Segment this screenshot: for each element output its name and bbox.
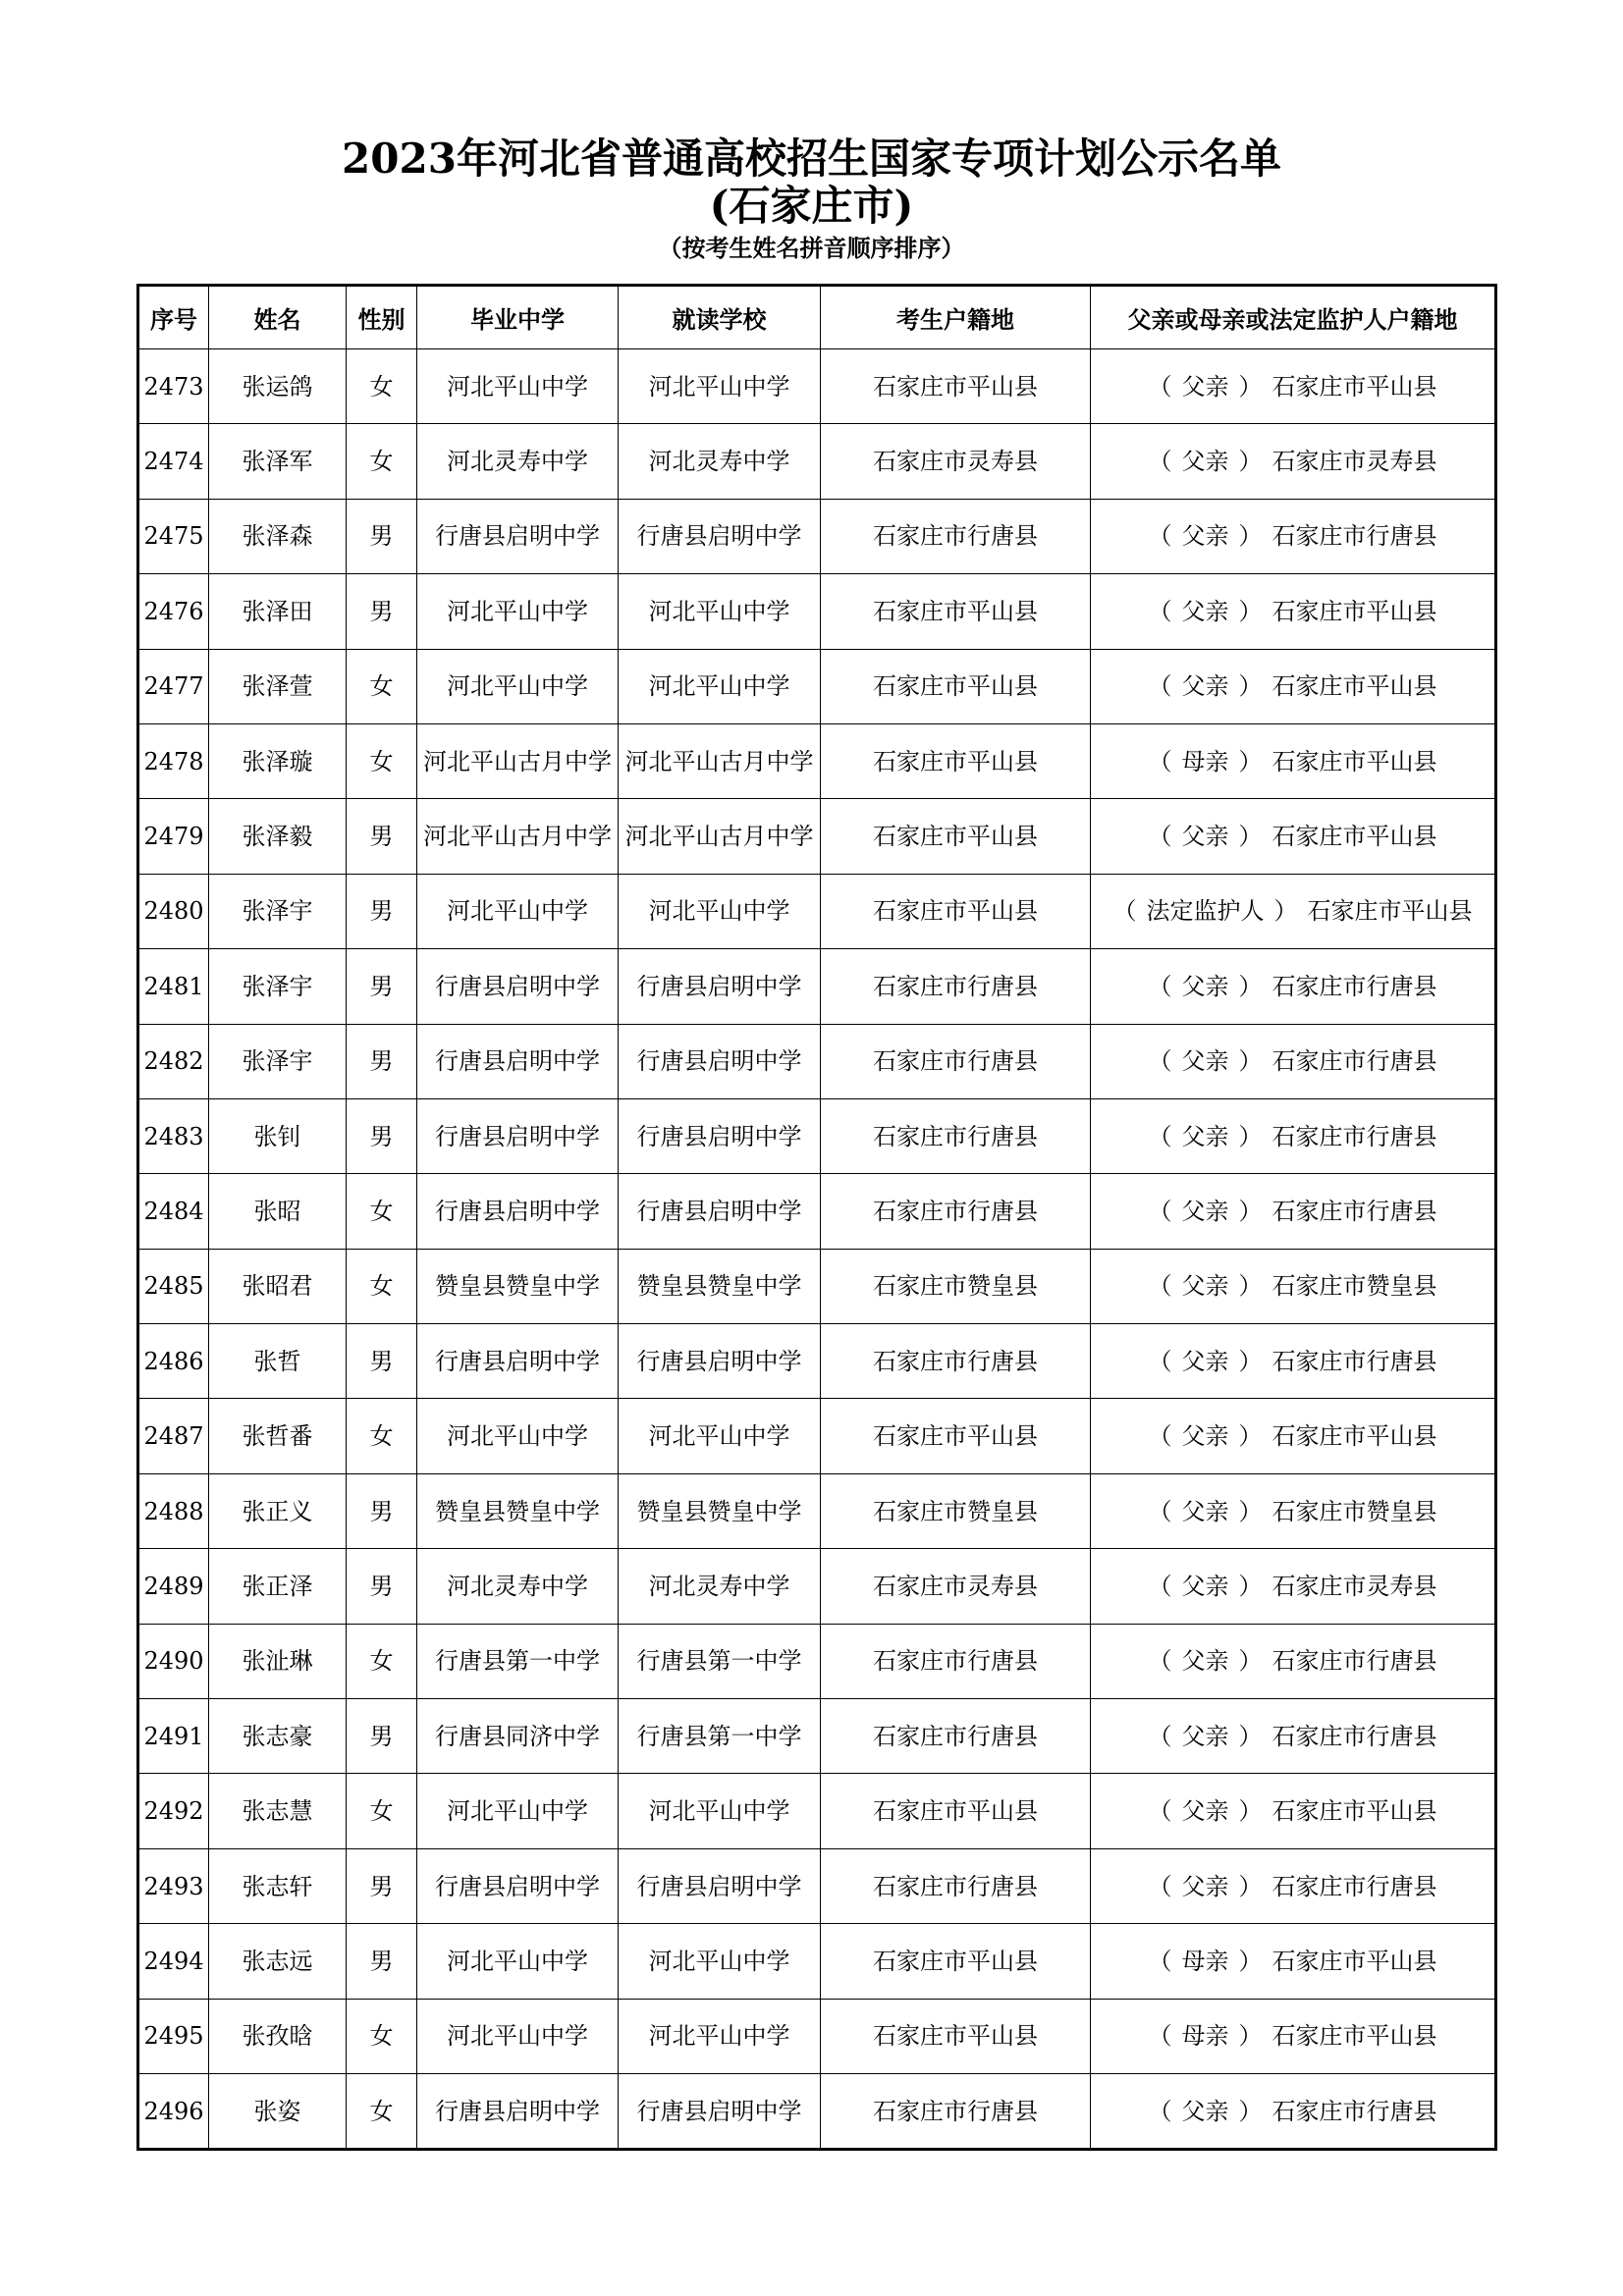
- cell-grad-school: 赞皇县赞皇中学: [417, 1473, 619, 1548]
- cell-study-school: 河北平山中学: [619, 1774, 821, 1848]
- cell-hukou: 石家庄市灵寿县: [821, 424, 1091, 499]
- cell-name: 张泽璇: [209, 723, 347, 798]
- cell-name: 张姿: [209, 2073, 347, 2149]
- cell-study-school: 河北平山中学: [619, 1924, 821, 1999]
- table-row: [138, 723, 1496, 798]
- guardian-place: 石家庄市平山县: [1307, 897, 1473, 926]
- cell-hukou: 石家庄市行唐县: [821, 1624, 1091, 1698]
- cell-name: 张泽宇: [209, 949, 347, 1024]
- table-row: [138, 424, 1496, 499]
- guardian-relation: 父亲: [1181, 1122, 1229, 1150]
- cell-gender: 男: [347, 1324, 417, 1399]
- cell-name: 张哲: [209, 1324, 347, 1399]
- cell-hukou: 石家庄市行唐县: [821, 1024, 1091, 1098]
- cell-name: 张泽军: [209, 424, 347, 499]
- cell-guardian-hukou: （ 父亲 ） 石家庄市灵寿县: [1091, 1549, 1496, 1624]
- cell-no: 2495: [138, 1999, 209, 2073]
- cell-name: 张泽毅: [209, 799, 347, 874]
- cell-grad-school: 河北平山中学: [417, 574, 619, 649]
- cell-hukou: 石家庄市灵寿县: [821, 1549, 1091, 1624]
- cell-gender: 女: [347, 1399, 417, 1473]
- cell-hukou: 石家庄市行唐县: [821, 499, 1091, 573]
- guardian-place: 石家庄市行唐县: [1271, 1647, 1437, 1676]
- cell-hukou: 石家庄市平山县: [821, 349, 1091, 424]
- guardian-place: 石家庄市行唐县: [1271, 522, 1437, 551]
- guardian-relation: 父亲: [1181, 522, 1229, 551]
- cell-grad-school: 河北平山中学: [417, 1999, 619, 2073]
- table-row: [138, 1924, 1496, 1999]
- table-row: [138, 1999, 1496, 2073]
- table-row: [138, 499, 1496, 573]
- cell-guardian-hukou: （ 父亲 ） 石家庄市行唐县: [1091, 949, 1496, 1024]
- cell-no: 2481: [138, 949, 209, 1024]
- table-row: [138, 1848, 1496, 1923]
- guardian-relation: 父亲: [1181, 1572, 1229, 1600]
- cell-no: 2491: [138, 1699, 209, 1774]
- cell-no: 2488: [138, 1473, 209, 1548]
- cell-name: 张孜晗: [209, 1999, 347, 2073]
- cell-guardian-hukou: （ 父亲 ） 石家庄市平山县: [1091, 1774, 1496, 1848]
- table-row: [138, 1699, 1496, 1774]
- cell-hukou: 石家庄市行唐县: [821, 1098, 1091, 1173]
- cell-grad-school: 河北平山中学: [417, 874, 619, 948]
- guardian-relation: 父亲: [1181, 1197, 1229, 1225]
- cell-grad-school: 行唐县启明中学: [417, 949, 619, 1024]
- cell-name: 张泽宇: [209, 1024, 347, 1098]
- cell-name: 张昭君: [209, 1249, 347, 1323]
- cell-gender: 男: [347, 574, 417, 649]
- cell-grad-school: 行唐县启明中学: [417, 1024, 619, 1098]
- cell-grad-school: 行唐县启明中学: [417, 1324, 619, 1399]
- cell-guardian-hukou: （ 父亲 ） 石家庄市行唐县: [1091, 2073, 1496, 2149]
- cell-no: 2482: [138, 1024, 209, 1098]
- cell-gender: 女: [347, 1624, 417, 1698]
- cell-name: 张昭: [209, 1174, 347, 1249]
- cell-grad-school: 行唐县启明中学: [417, 1174, 619, 1249]
- col-header-gender: 性别: [347, 286, 417, 349]
- guardian-relation: 父亲: [1181, 1647, 1229, 1676]
- cell-grad-school: 行唐县启明中学: [417, 2073, 619, 2149]
- table-row: [138, 1399, 1496, 1473]
- cell-grad-school: 河北平山古月中学: [417, 723, 619, 798]
- cell-guardian-hukou: （ 父亲 ） 石家庄市平山县: [1091, 574, 1496, 649]
- guardian-place: 石家庄市平山县: [1271, 747, 1437, 775]
- table-row: [138, 1473, 1496, 1548]
- table-row: [138, 874, 1496, 948]
- cell-grad-school: 河北平山中学: [417, 1924, 619, 1999]
- cell-gender: 女: [347, 424, 417, 499]
- cell-grad-school: 河北平山中学: [417, 349, 619, 424]
- cell-no: 2492: [138, 1774, 209, 1848]
- guardian-relation: 父亲: [1181, 972, 1229, 1000]
- guardian-relation: 父亲: [1181, 448, 1229, 476]
- cell-name: 张志豪: [209, 1699, 347, 1774]
- cell-name: 张哲番: [209, 1399, 347, 1473]
- col-header-no: 序号: [138, 286, 209, 349]
- cell-study-school: 行唐县启明中学: [619, 949, 821, 1024]
- cell-grad-school: 河北灵寿中学: [417, 1549, 619, 1624]
- cell-guardian-hukou: （ 父亲 ） 石家庄市平山县: [1091, 349, 1496, 424]
- cell-hukou: 石家庄市行唐县: [821, 1699, 1091, 1774]
- guardian-place: 石家庄市赞皇县: [1271, 1497, 1437, 1525]
- cell-study-school: 河北平山中学: [619, 1399, 821, 1473]
- table-row: [138, 1624, 1496, 1698]
- cell-name: 张沚琳: [209, 1624, 347, 1698]
- guardian-relation: 母亲: [1181, 747, 1229, 775]
- cell-study-school: 行唐县启明中学: [619, 1174, 821, 1249]
- cell-hukou: 石家庄市赞皇县: [821, 1473, 1091, 1548]
- cell-guardian-hukou: （ 母亲 ） 石家庄市平山县: [1091, 1999, 1496, 2073]
- cell-gender: 女: [347, 723, 417, 798]
- guardian-relation: 父亲: [1181, 1722, 1229, 1750]
- cell-no: 2475: [138, 499, 209, 573]
- cell-study-school: 行唐县第一中学: [619, 1624, 821, 1698]
- cell-gender: 女: [347, 649, 417, 723]
- guardian-place: 石家庄市行唐县: [1271, 1722, 1437, 1750]
- guardian-place: 石家庄市灵寿县: [1271, 1572, 1437, 1600]
- cell-hukou: 石家庄市平山县: [821, 1399, 1091, 1473]
- cell-name: 张志远: [209, 1924, 347, 1999]
- cell-grad-school: 行唐县启明中学: [417, 499, 619, 573]
- cell-study-school: 行唐县启明中学: [619, 499, 821, 573]
- cell-name: 张泽田: [209, 574, 347, 649]
- cell-no: 2474: [138, 424, 209, 499]
- guardian-relation: 母亲: [1181, 1947, 1229, 1975]
- cell-gender: 女: [347, 1999, 417, 2073]
- table-row: [138, 1174, 1496, 1249]
- cell-gender: 男: [347, 1924, 417, 1999]
- guardian-relation: 父亲: [1181, 597, 1229, 625]
- guardian-relation: 父亲: [1181, 1272, 1229, 1301]
- guardian-place: 石家庄市行唐县: [1271, 1122, 1437, 1150]
- guardian-relation: 父亲: [1181, 1047, 1229, 1076]
- table-row: [138, 2073, 1496, 2149]
- cell-name: 张志慧: [209, 1774, 347, 1848]
- cell-no: 2489: [138, 1549, 209, 1624]
- cell-no: 2483: [138, 1098, 209, 1173]
- guardian-relation: 法定监护人: [1146, 897, 1265, 926]
- cell-grad-school: 河北灵寿中学: [417, 424, 619, 499]
- guardian-relation: 母亲: [1181, 2022, 1229, 2051]
- cell-no: 2484: [138, 1174, 209, 1249]
- cell-guardian-hukou: （ 父亲 ） 石家庄市平山县: [1091, 799, 1496, 874]
- cell-study-school: 赞皇县赞皇中学: [619, 1473, 821, 1548]
- cell-gender: 男: [347, 1473, 417, 1548]
- cell-study-school: 河北平山中学: [619, 349, 821, 424]
- cell-name: 张泽宇: [209, 874, 347, 948]
- cell-study-school: 河北平山古月中学: [619, 723, 821, 798]
- guardian-place: 石家庄市平山县: [1271, 372, 1437, 400]
- cell-name: 张钊: [209, 1098, 347, 1173]
- cell-no: 2477: [138, 649, 209, 723]
- cell-no: 2479: [138, 799, 209, 874]
- guardian-place: 石家庄市平山县: [1271, 597, 1437, 625]
- guardian-place: 石家庄市行唐县: [1271, 1347, 1437, 1375]
- col-header-hukou: 考生户籍地: [821, 286, 1091, 349]
- cell-study-school: 行唐县启明中学: [619, 2073, 821, 2149]
- cell-gender: 男: [347, 1848, 417, 1923]
- cell-gender: 女: [347, 1774, 417, 1848]
- sort-note: （按考生姓名拼音顺序排序）: [658, 234, 965, 262]
- page-title: 2023年河北省普通高校招生国家专项计划公示名单: [342, 134, 1281, 183]
- cell-study-school: 行唐县启明中学: [619, 1324, 821, 1399]
- cell-no: 2485: [138, 1249, 209, 1323]
- cell-no: 2480: [138, 874, 209, 948]
- page-subtitle: (石家庄市): [709, 182, 914, 230]
- cell-hukou: 石家庄市行唐县: [821, 1324, 1091, 1399]
- cell-gender: 男: [347, 499, 417, 573]
- cell-no: 2496: [138, 2073, 209, 2149]
- guardian-place: 石家庄市平山县: [1271, 1797, 1437, 1826]
- cell-name: 张泽萱: [209, 649, 347, 723]
- table-row: [138, 1024, 1496, 1098]
- cell-guardian-hukou: （ 父亲 ） 石家庄市行唐县: [1091, 1699, 1496, 1774]
- guardian-place: 石家庄市行唐县: [1271, 1047, 1437, 1076]
- guardian-place: 石家庄市平山县: [1271, 1422, 1437, 1451]
- cell-no: 2486: [138, 1324, 209, 1399]
- cell-study-school: 行唐县第一中学: [619, 1699, 821, 1774]
- cell-grad-school: 赞皇县赞皇中学: [417, 1249, 619, 1323]
- roster-table: [136, 284, 1497, 2151]
- cell-study-school: 河北灵寿中学: [619, 424, 821, 499]
- cell-study-school: 河北平山中学: [619, 649, 821, 723]
- guardian-relation: 父亲: [1181, 1422, 1229, 1451]
- cell-no: 2493: [138, 1848, 209, 1923]
- cell-study-school: 河北平山中学: [619, 574, 821, 649]
- table-header-row: [138, 286, 1496, 349]
- cell-gender: 男: [347, 799, 417, 874]
- cell-grad-school: 行唐县同济中学: [417, 1699, 619, 1774]
- table-row: [138, 574, 1496, 649]
- guardian-relation: 父亲: [1181, 372, 1229, 400]
- cell-study-school: 河北平山古月中学: [619, 799, 821, 874]
- cell-study-school: 行唐县启明中学: [619, 1098, 821, 1173]
- cell-guardian-hukou: （ 父亲 ） 石家庄市平山县: [1091, 649, 1496, 723]
- col-header-study-school: 就读学校: [619, 286, 821, 349]
- cell-name: 张志轩: [209, 1848, 347, 1923]
- guardian-place: 石家庄市灵寿县: [1271, 448, 1437, 476]
- cell-guardian-hukou: （ 父亲 ） 石家庄市行唐县: [1091, 1024, 1496, 1098]
- cell-guardian-hukou: （ 父亲 ） 石家庄市平山县: [1091, 1399, 1496, 1473]
- table-row: [138, 1324, 1496, 1399]
- cell-hukou: 石家庄市平山县: [821, 799, 1091, 874]
- cell-gender: 男: [347, 1549, 417, 1624]
- cell-guardian-hukou: （ 父亲 ） 石家庄市赞皇县: [1091, 1249, 1496, 1323]
- cell-gender: 男: [347, 1024, 417, 1098]
- guardian-relation: 父亲: [1181, 1797, 1229, 1826]
- col-header-grad-school: 毕业中学: [417, 286, 619, 349]
- cell-hukou: 石家庄市行唐县: [821, 2073, 1091, 2149]
- cell-hukou: 石家庄市行唐县: [821, 949, 1091, 1024]
- cell-hukou: 石家庄市平山县: [821, 1774, 1091, 1848]
- cell-gender: 女: [347, 2073, 417, 2149]
- table-row: [138, 1249, 1496, 1323]
- cell-guardian-hukou: （ 父亲 ） 石家庄市行唐县: [1091, 1324, 1496, 1399]
- cell-name: 张运鸽: [209, 349, 347, 424]
- cell-no: 2476: [138, 574, 209, 649]
- guardian-relation: 父亲: [1181, 1497, 1229, 1525]
- table-row: [138, 949, 1496, 1024]
- cell-grad-school: 河北平山古月中学: [417, 799, 619, 874]
- cell-gender: 男: [347, 874, 417, 948]
- cell-no: 2490: [138, 1624, 209, 1698]
- guardian-relation: 父亲: [1181, 672, 1229, 701]
- cell-hukou: 石家庄市平山县: [821, 649, 1091, 723]
- guardian-place: 石家庄市行唐县: [1271, 1197, 1437, 1225]
- guardian-place: 石家庄市平山县: [1271, 672, 1437, 701]
- cell-name: 张正义: [209, 1473, 347, 1548]
- guardian-relation: 父亲: [1181, 2097, 1229, 2125]
- cell-guardian-hukou: （ 法定监护人 ） 石家庄市平山县: [1091, 874, 1496, 948]
- guardian-relation: 父亲: [1181, 823, 1229, 851]
- cell-gender: 女: [347, 1174, 417, 1249]
- table-body: [138, 349, 1496, 2150]
- cell-guardian-hukou: （ 父亲 ） 石家庄市行唐县: [1091, 1624, 1496, 1698]
- cell-name: 张正泽: [209, 1549, 347, 1624]
- table-row: [138, 1549, 1496, 1624]
- table-row: [138, 799, 1496, 874]
- col-header-guardian-hukou: 父亲或母亲或法定监护人户籍地: [1091, 286, 1496, 349]
- cell-no: 2487: [138, 1399, 209, 1473]
- cell-guardian-hukou: （ 父亲 ） 石家庄市赞皇县: [1091, 1473, 1496, 1548]
- guardian-place: 石家庄市行唐县: [1271, 1872, 1437, 1900]
- col-header-name: 姓名: [209, 286, 347, 349]
- guardian-place: 石家庄市行唐县: [1271, 2097, 1437, 2125]
- cell-hukou: 石家庄市行唐县: [821, 1174, 1091, 1249]
- cell-study-school: 行唐县启明中学: [619, 1848, 821, 1923]
- cell-gender: 男: [347, 1098, 417, 1173]
- table-row: [138, 649, 1496, 723]
- cell-name: 张泽森: [209, 499, 347, 573]
- guardian-relation: 父亲: [1181, 1872, 1229, 1900]
- cell-hukou: 石家庄市赞皇县: [821, 1249, 1091, 1323]
- cell-hukou: 石家庄市平山县: [821, 1924, 1091, 1999]
- cell-grad-school: 河北平山中学: [417, 1774, 619, 1848]
- guardian-place: 石家庄市平山县: [1271, 1947, 1437, 1975]
- cell-grad-school: 河北平山中学: [417, 1399, 619, 1473]
- guardian-place: 石家庄市行唐县: [1271, 972, 1437, 1000]
- table-row: [138, 1098, 1496, 1173]
- cell-study-school: 河北平山中学: [619, 1999, 821, 2073]
- cell-guardian-hukou: （ 父亲 ） 石家庄市灵寿县: [1091, 424, 1496, 499]
- cell-guardian-hukou: （ 父亲 ） 石家庄市行唐县: [1091, 1098, 1496, 1173]
- cell-no: 2473: [138, 349, 209, 424]
- cell-guardian-hukou: （ 母亲 ） 石家庄市平山县: [1091, 1924, 1496, 1999]
- cell-grad-school: 河北平山中学: [417, 649, 619, 723]
- cell-hukou: 石家庄市平山县: [821, 874, 1091, 948]
- cell-guardian-hukou: （ 母亲 ） 石家庄市平山县: [1091, 723, 1496, 798]
- cell-guardian-hukou: （ 父亲 ） 石家庄市行唐县: [1091, 1174, 1496, 1249]
- cell-hukou: 石家庄市平山县: [821, 574, 1091, 649]
- cell-gender: 男: [347, 949, 417, 1024]
- guardian-relation: 父亲: [1181, 1347, 1229, 1375]
- guardian-place: 石家庄市平山县: [1271, 2022, 1437, 2051]
- cell-study-school: 河北平山中学: [619, 874, 821, 948]
- cell-study-school: 行唐县启明中学: [619, 1024, 821, 1098]
- table-row: [138, 1774, 1496, 1848]
- cell-grad-school: 行唐县启明中学: [417, 1098, 619, 1173]
- cell-hukou: 石家庄市行唐县: [821, 1848, 1091, 1923]
- cell-hukou: 石家庄市平山县: [821, 723, 1091, 798]
- cell-no: 2478: [138, 723, 209, 798]
- cell-hukou: 石家庄市平山县: [821, 1999, 1091, 2073]
- table-row: [138, 349, 1496, 424]
- cell-no: 2494: [138, 1924, 209, 1999]
- guardian-place: 石家庄市平山县: [1271, 823, 1437, 851]
- cell-grad-school: 行唐县第一中学: [417, 1624, 619, 1698]
- cell-gender: 女: [347, 1249, 417, 1323]
- cell-guardian-hukou: （ 父亲 ） 石家庄市行唐县: [1091, 1848, 1496, 1923]
- guardian-place: 石家庄市赞皇县: [1271, 1272, 1437, 1301]
- cell-guardian-hukou: （ 父亲 ） 石家庄市行唐县: [1091, 499, 1496, 573]
- cell-study-school: 河北灵寿中学: [619, 1549, 821, 1624]
- cell-gender: 女: [347, 349, 417, 424]
- cell-grad-school: 行唐县启明中学: [417, 1848, 619, 1923]
- cell-gender: 男: [347, 1699, 417, 1774]
- cell-study-school: 赞皇县赞皇中学: [619, 1249, 821, 1323]
